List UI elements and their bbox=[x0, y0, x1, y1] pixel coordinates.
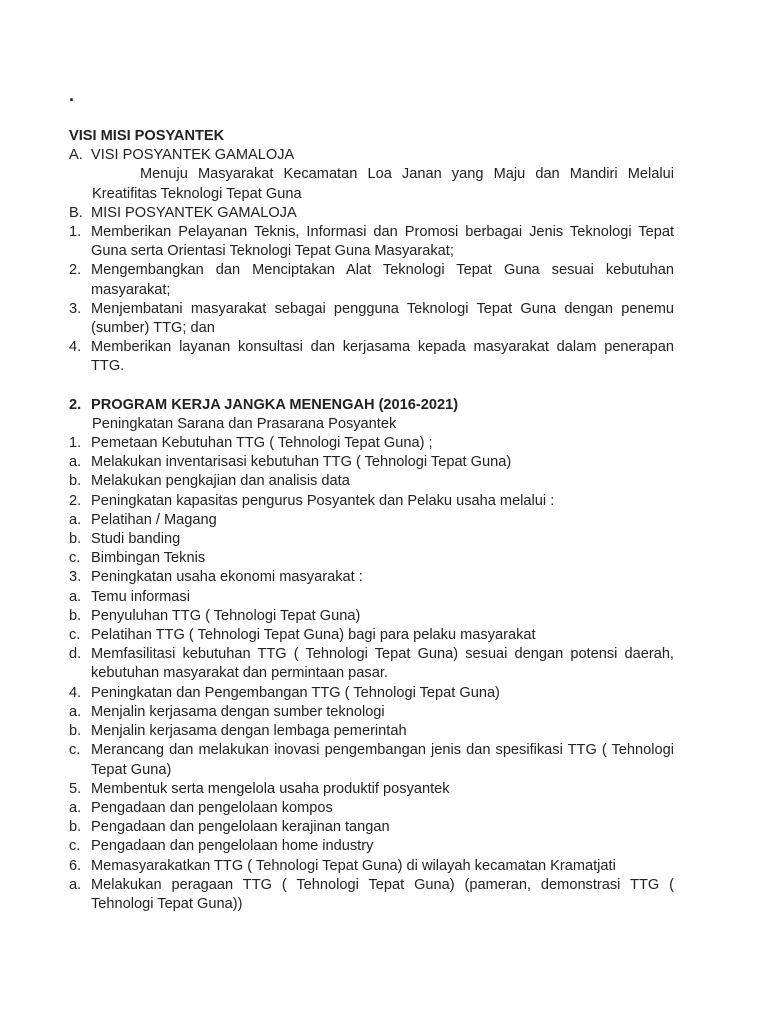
section-gap bbox=[69, 377, 674, 396]
bullet-dot: . bbox=[69, 85, 75, 105]
program-list-item bbox=[69, 818, 674, 837]
program-list-item bbox=[69, 876, 674, 914]
program-list-item-marker: 2. bbox=[69, 492, 82, 509]
program-list-item bbox=[69, 722, 674, 741]
program-list-item-marker: b. bbox=[69, 607, 82, 624]
program-list-item-text: Melakukan peragaan TTG ( Tehnologi Tepat Guna) (pameran, demonstrasi TTG ( Tehnologi Tepat Guna)) bbox=[91, 876, 674, 912]
program-list-item-marker: 6. bbox=[69, 857, 82, 874]
visi-heading bbox=[69, 146, 674, 165]
program-list-item bbox=[69, 684, 674, 703]
program-list bbox=[69, 434, 674, 914]
misi-item-marker: 4. bbox=[69, 339, 82, 356]
program-list-item bbox=[69, 588, 674, 607]
program-list-item bbox=[69, 741, 674, 779]
program-list-item-marker: 4. bbox=[69, 684, 82, 701]
misi-item bbox=[69, 261, 674, 299]
program-list-item-text: Melakukan inventarisasi kebutuhan TTG ( Tehnologi Tepat Guna) bbox=[91, 454, 512, 471]
program-list-item-text: Bimbingan Teknis bbox=[91, 550, 206, 567]
program-list-item bbox=[69, 703, 674, 722]
program-list-item-marker: c. bbox=[69, 627, 81, 644]
program-list-item-text: Penyuluhan TTG ( Tehnologi Tepat Guna) bbox=[91, 607, 361, 624]
program-list-item bbox=[69, 511, 674, 530]
misi-heading-text: MISI POSYANTEK GAMALOJA bbox=[91, 204, 297, 221]
program-list-item bbox=[69, 568, 674, 587]
program-list-item-marker: 5. bbox=[69, 780, 82, 797]
program-subtitle: Peningkatan Sarana dan Prasarana Posyantek bbox=[92, 415, 397, 432]
program-list-item-text: Menjalin kerjasama dengan sumber teknologi bbox=[91, 703, 385, 720]
program-list-item-marker: a. bbox=[69, 799, 82, 816]
program-list-item-marker: c. bbox=[69, 838, 81, 855]
program-list-item-text: Pengadaan dan pengelolaan kompos bbox=[91, 799, 333, 816]
program-list-item-marker: a. bbox=[69, 454, 82, 471]
misi-marker: B. bbox=[69, 204, 83, 221]
program-list-item-text: Merancang dan melakukan inovasi pengembangan jenis dan spesifikasi TTG ( Tehnologi Tepat Guna) bbox=[91, 742, 674, 778]
misi-item bbox=[69, 300, 674, 338]
program-list-item-marker: 3. bbox=[69, 569, 82, 586]
misi-item-text: Memberikan layanan konsultasi dan kerjasama kepada masyarakat dalam penerapan TTG. bbox=[91, 339, 674, 375]
program-list-item-text: Pengadaan dan pengelolaan kerajinan tangan bbox=[91, 819, 390, 836]
program-list-item-text: Peningkatan dan Pengembangan TTG ( Tehnologi Tepat Guna) bbox=[91, 684, 500, 701]
visi-heading-text: VISI POSYANTEK GAMALOJA bbox=[91, 147, 295, 164]
misi-item-marker: 2. bbox=[69, 262, 82, 279]
program-list-item-marker: c. bbox=[69, 550, 81, 567]
program-list-item-text: Studi banding bbox=[91, 531, 181, 548]
program-list-item bbox=[69, 626, 674, 645]
program-list-item-text: Memasyarakatkan TTG ( Tehnologi Tepat Guna) di wilayah kecamatan Kramatjati bbox=[91, 857, 616, 874]
misi-item-text: Memberikan Pelayanan Teknis, Informasi dan Promosi berbagai Jenis Teknologi Tepat Guna serta Orientasi Teknologi Tepat Guna Masyarakat; bbox=[91, 224, 674, 260]
program-marker: 2. bbox=[69, 396, 82, 413]
program-list-item-marker: a. bbox=[69, 876, 82, 893]
program-list-item bbox=[69, 472, 674, 491]
program-list-item-marker: a. bbox=[69, 703, 82, 720]
document-body bbox=[69, 127, 674, 914]
program-list-item-marker: b. bbox=[69, 723, 82, 740]
misi-item-marker: 1. bbox=[69, 224, 82, 241]
misi-item bbox=[69, 223, 674, 261]
program-list-item bbox=[69, 799, 674, 818]
program-list-item bbox=[69, 645, 674, 683]
program-list-item bbox=[69, 549, 674, 568]
program-list-item-text: Memfasilitasi kebutuhan TTG ( Tehnologi Tepat Guna) sesuai dengan potensi daerah, kebutuhan masyarakat dan permintaan pasar. bbox=[91, 646, 674, 682]
program-list-item bbox=[69, 434, 674, 453]
visi-marker: A. bbox=[69, 147, 83, 164]
program-list-item bbox=[69, 453, 674, 472]
program-list-item-text: Pelatihan TTG ( Tehnologi Tepat Guna) bagi para pelaku masyarakat bbox=[91, 627, 536, 644]
program-list-item-text: Peningkatan usaha ekonomi masyarakat : bbox=[91, 569, 363, 586]
program-list-item-marker: 1. bbox=[69, 435, 82, 452]
program-list-item bbox=[69, 857, 674, 876]
program-list-item-text: Pemetaan Kebutuhan TTG ( Tehnologi Tepat Guna) ; bbox=[91, 435, 433, 452]
program-list-item-text: Pelatihan / Magang bbox=[91, 511, 217, 528]
program-list-item bbox=[69, 492, 674, 511]
program-list-item-text: Pengadaan dan pengelolaan home industry bbox=[91, 838, 374, 855]
program-list-item bbox=[69, 780, 674, 799]
program-list-item-text: Peningkatan kapasitas pengurus Posyantek dan Pelaku usaha melalui : bbox=[91, 492, 555, 509]
misi-item-text: Mengembangkan dan Menciptakan Alat Teknologi Tepat Guna sesuai kebutuhan masyarakat; bbox=[91, 262, 674, 298]
program-list-item-text: Membentuk serta mengelola usaha produktif posyantek bbox=[91, 780, 450, 797]
program-list-item bbox=[69, 837, 674, 856]
program-list-item-text: Melakukan pengkajian dan analisis data bbox=[91, 473, 350, 490]
misi-heading bbox=[69, 204, 674, 223]
program-list-item-text: Menjalin kerjasama dengan lembaga pemerintah bbox=[91, 723, 407, 740]
program-list-item-marker: c. bbox=[69, 742, 81, 759]
visi-misi-title: VISI MISI POSYANTEK bbox=[69, 128, 225, 144]
program-list-item-marker: d. bbox=[69, 646, 82, 663]
program-list-item-marker: b. bbox=[69, 473, 82, 490]
program-list-item-text: Temu informasi bbox=[91, 588, 190, 605]
program-list-item-marker: b. bbox=[69, 531, 82, 548]
misi-item-marker: 3. bbox=[69, 300, 82, 317]
program-title-text: PROGRAM KERJA JANGKA MENENGAH (2016-2021) bbox=[91, 396, 459, 413]
program-title bbox=[69, 396, 674, 415]
program-list-item-marker: a. bbox=[69, 588, 82, 605]
program-list-item-marker: b. bbox=[69, 819, 82, 836]
visi-text: Menuju Masyarakat Kecamatan Loa Janan yang Maju dan Mandiri Melalui Kreatifitas Teknologi Tepat Guna bbox=[92, 166, 674, 202]
program-list-item-marker: a. bbox=[69, 511, 82, 528]
misi-item bbox=[69, 338, 674, 376]
misi-item-text: Menjembatani masyarakat sebagai pengguna Teknologi Tepat Guna dengan penemu (sumber) TTG; dan bbox=[91, 300, 674, 337]
program-list-item bbox=[69, 607, 674, 626]
program-list-item bbox=[69, 530, 674, 549]
